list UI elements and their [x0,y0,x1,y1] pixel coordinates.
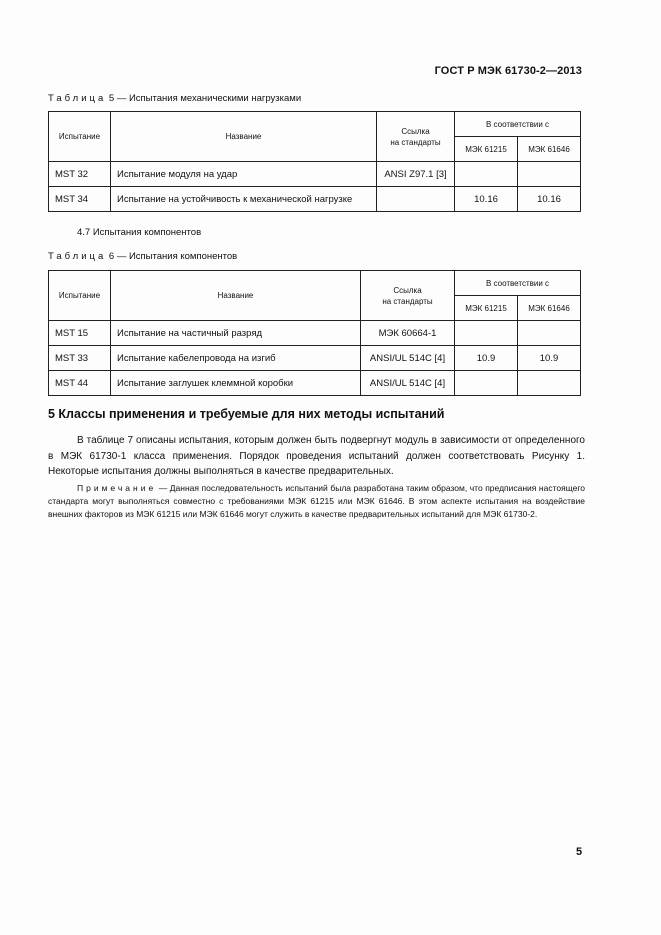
table6-caption [48,251,237,262]
document-header: ГОСТ Р МЭК 61730-2—2013 [434,65,582,77]
table6-cell-iec61215: 10.9 [455,346,518,371]
table6-header-ref-line1: Ссылка [393,285,422,295]
note-label: Примечание [77,483,157,493]
table5-header-ref [377,112,455,162]
table6-cell-iec61646 [518,321,581,346]
table5-caption-text: 5 — Испытания механическими нагрузками [108,93,302,104]
table5-header-accordance: В соответствии с [455,112,581,137]
table-row [49,321,581,346]
table6-cell-ref: ANSI/UL 514C [4] [361,371,455,396]
table-row [49,371,581,396]
table5-cell-ref: ANSI Z97.1 [3] [377,162,455,187]
table6-cell-test: MST 44 [49,371,111,396]
table6-header-accordance: В соответствии с [455,271,581,296]
table5-caption [48,93,301,104]
table5 [48,111,581,212]
table6-cell-ref: ANSI/UL 514C [4] [361,346,455,371]
table6-cell-name: Испытание заглушек клеммной коробки [111,371,361,396]
table6-header-iec61646: МЭК 61646 [518,296,581,321]
table6-header-iec61215: МЭК 61215 [455,296,518,321]
table6-cell-ref: МЭК 60664-1 [361,321,455,346]
table-row [49,162,581,187]
table5-cell-name: Испытание модуля на удар [111,162,377,187]
table6-caption-text: 6 — Испытания компонентов [108,251,238,262]
table6-cell-iec61646 [518,371,581,396]
table6-caption-word: Таблица [48,251,107,262]
table6-header-ref-line2: на стандарты [382,296,433,306]
table5-header-ref-line1: Ссылка [401,126,430,136]
page-number: 5 [576,846,583,858]
table5-cell-iec61215 [455,162,518,187]
section-5-note [48,482,585,521]
table6-cell-iec61646: 10.9 [518,346,581,371]
table6-cell-test: MST 15 [49,321,111,346]
table5-header-ref-line2: на стандарты [390,137,441,147]
table-row [49,187,581,212]
table6-cell-iec61215 [455,371,518,396]
table5-header-test: Испытание [49,112,111,162]
table5-caption-word: Таблица [48,93,107,104]
table5-cell-iec61646 [518,162,581,187]
section-5-paragraph: В таблице 7 описаны испытания, которым должен быть подвергнут модуль в зависимости от определенного в МЭК 61730-1 класса применения. Порядок проведения испытаний должен соответствовать Рисунку 1. Некоторые испытания должны выполняться в качестве предварительных. [48,435,585,477]
table5-header-iec61215: МЭК 61215 [455,137,518,162]
table-row [49,346,581,371]
table6-header-name: Название [111,271,361,321]
table5-cell-name: Испытание на устойчивость к механической нагрузке [111,187,377,212]
table5-cell-test: MST 34 [49,187,111,212]
table5-cell-ref [377,187,455,212]
table6-cell-test: MST 33 [49,346,111,371]
table6-header-ref [361,271,455,321]
table6-cell-name: Испытание на частичный разряд [111,321,361,346]
table5-header-iec61646: МЭК 61646 [518,137,581,162]
table6-cell-name: Испытание кабелепровода на изгиб [111,346,361,371]
section-5-heading: 5 Классы применения и требуемые для них методы испытаний [48,407,445,421]
section-4-7-heading: 4.7 Испытания компонентов [77,227,202,238]
table6-header-test: Испытание [49,271,111,321]
table5-cell-iec61215: 10.16 [455,187,518,212]
table5-cell-test: MST 32 [49,162,111,187]
table5-cell-iec61646: 10.16 [518,187,581,212]
table6-cell-iec61215 [455,321,518,346]
table5-header-name: Название [111,112,377,162]
note-text: — Данная последовательность испытаний была разработана таким образом, что предписания настоящего стандарта могут выполняться совместно с требованиями МЭК 61215 или МЭК 61646. В этом аспекте испытания на воздействие внешних факторов из МЭК 61215 или МЭК 61646 могут служить в качестве предварительных испытаний для МЭК 61730-2. [48,483,585,519]
table6 [48,270,581,396]
